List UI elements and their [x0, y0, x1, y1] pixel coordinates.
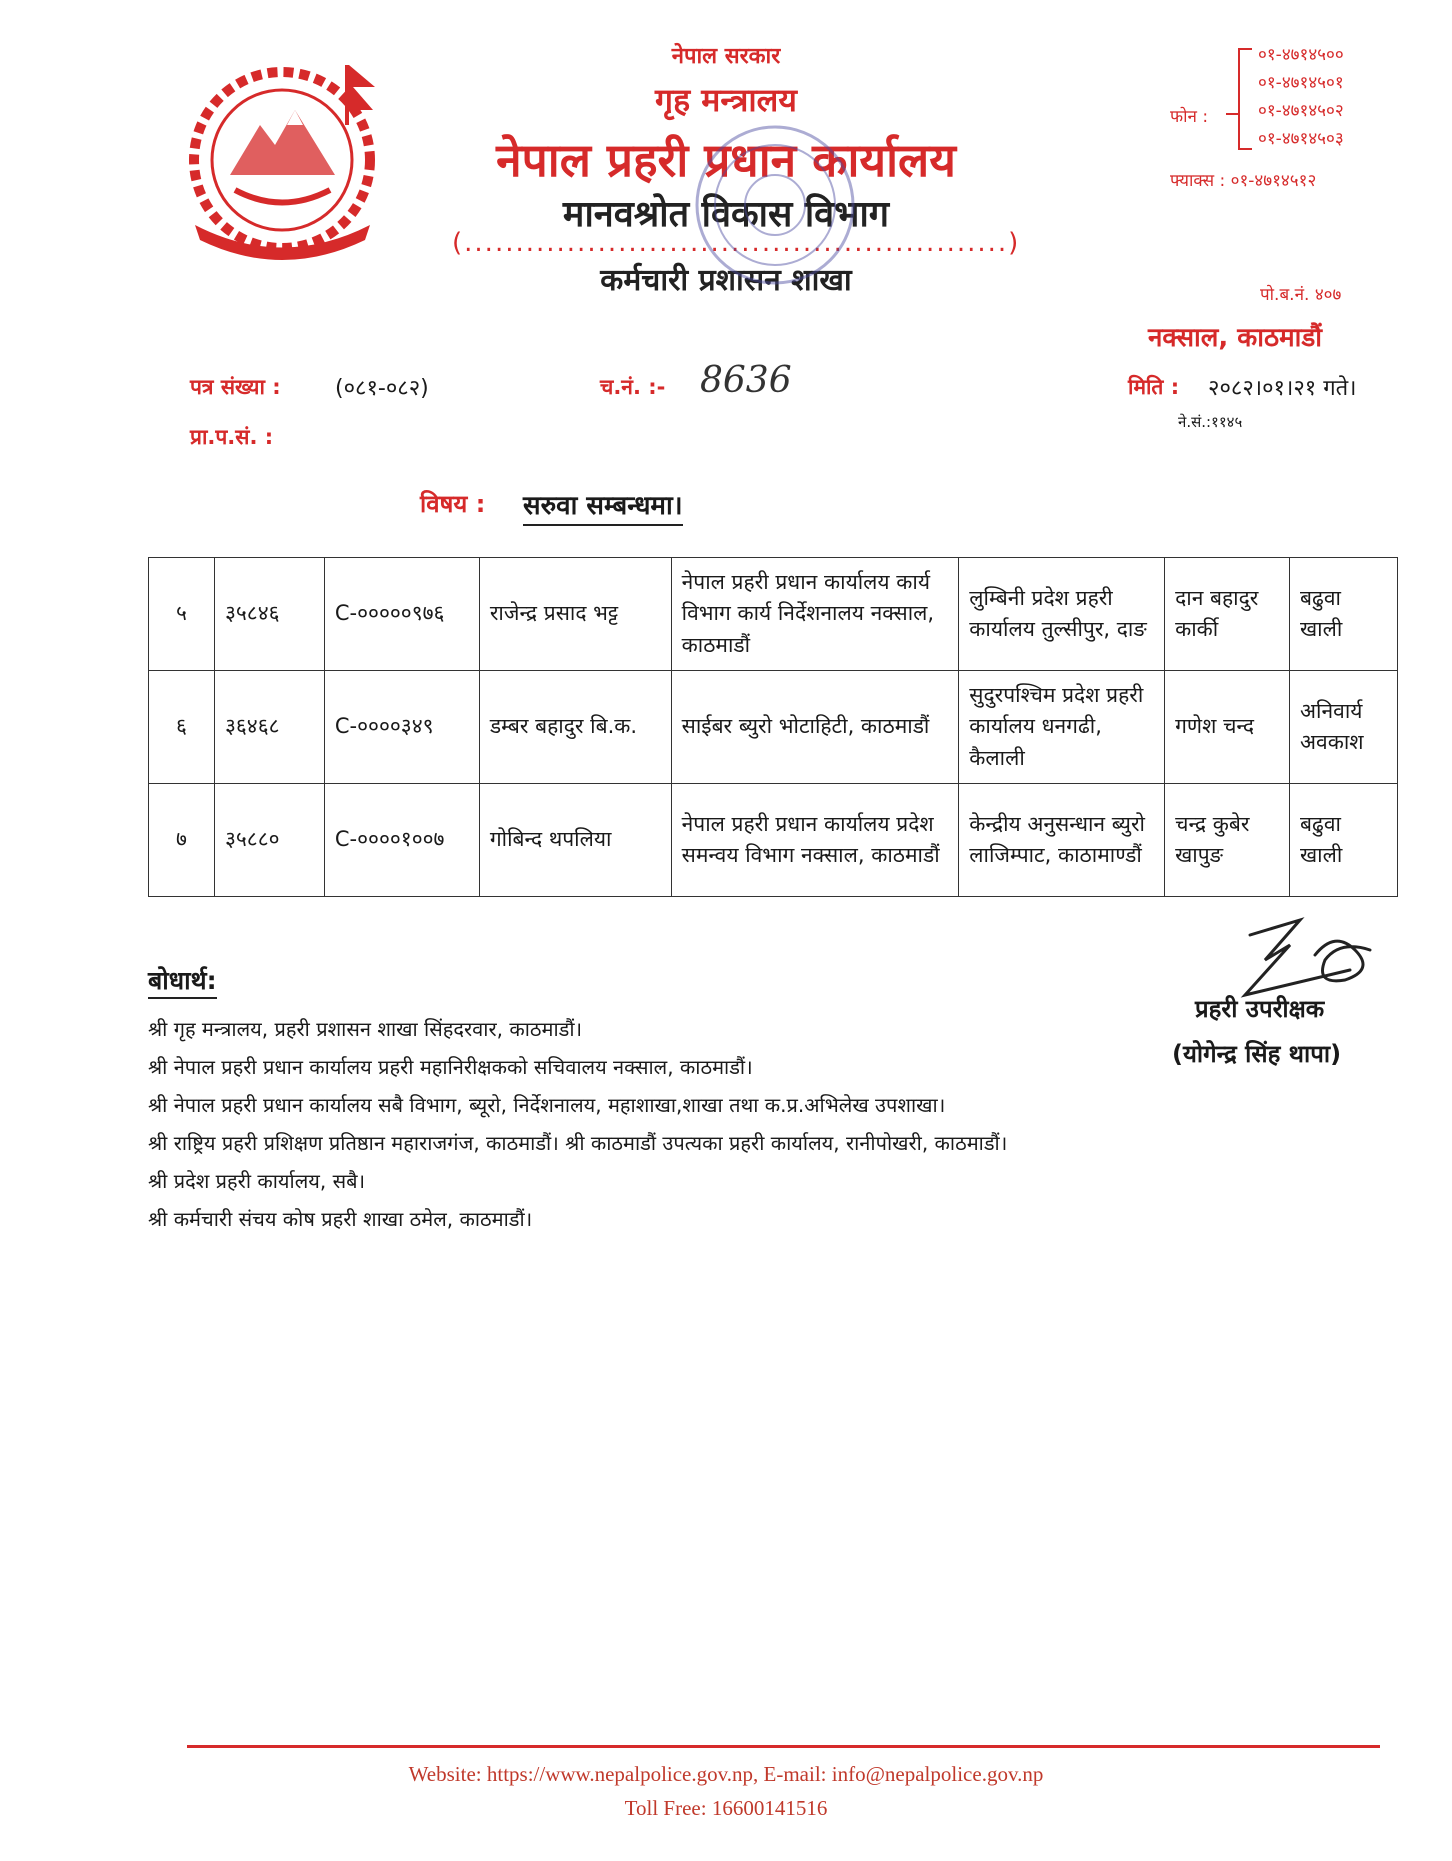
- cell-to-office: केन्द्रीय अनुसन्धान ब्युरो लाजिम्पाट, काठामाण्डौं: [959, 784, 1165, 897]
- government-label: नेपाल सरकार: [671, 44, 781, 69]
- cell-name: राजेन्द्र प्रसाद भट्ट: [479, 558, 671, 671]
- list-item: श्री नेपाल प्रहरी प्रधान कार्यालय सबै विभाग, ब्यूरो, निर्देशनालय, महाशाखा,शाखा तथा क.प्र.अभिलेख उपशाखा।: [148, 1093, 946, 1117]
- cc-title: बोधार्थ:: [148, 963, 217, 999]
- list-item: श्री राष्ट्रिय प्रहरी प्रशिक्षण प्रतिष्ठान महाराजगंज, काठमाडौं। श्री काठमाडौं उपत्यका प्रहरी कार्यालय, रानीपोखरी, काठमाडौं।: [148, 1131, 1008, 1155]
- cell-replacement: गणेश चन्द: [1165, 671, 1290, 784]
- cell-from-office: नेपाल प्रहरी प्रधान कार्यालय कार्य विभाग कार्य निर्देशनालय नक्साल, काठमाडौं: [671, 558, 959, 671]
- table-row: [149, 784, 1398, 897]
- transfer-table: [148, 557, 1398, 897]
- cell-reason: बढुवा खाली: [1290, 784, 1398, 897]
- phone-number: ०१-४७१४५०२: [1258, 101, 1344, 121]
- letter-number-label: पत्र संख्या :: [190, 375, 281, 399]
- office-name: नेपाल प्रहरी प्रधान कार्यालय: [496, 133, 956, 187]
- cell-replacement: दान बहादुर कार्की: [1165, 558, 1290, 671]
- department-name: मानवश्रोत विकास विभाग: [562, 194, 890, 235]
- cell-number: ३६४६८: [214, 671, 324, 784]
- footer-toll-free: Toll Free: 16600141516: [624, 1796, 828, 1820]
- letter-number-value: (०८१-०८२): [335, 376, 429, 401]
- cell-name: गोबिन्द थपलिया: [479, 784, 671, 897]
- phone-bracket: [1238, 48, 1252, 150]
- cell-to-office: सुदुरपश्चिम प्रदेश प्रहरी कार्यालय धनगढी, कैलाली: [959, 671, 1165, 784]
- cell-name: डम्बर बहादुर बि.क.: [479, 671, 671, 784]
- list-item: श्री गृह मन्त्रालय, प्रहरी प्रशासन शाखा सिंहदरवार, काठमाडौं।: [148, 1017, 583, 1041]
- cell-code: C-००००३४९: [324, 671, 479, 784]
- phone-number: ०१-४७१४५००: [1258, 45, 1344, 65]
- cell-code: C-००००१००७: [324, 784, 479, 897]
- cell-serial: ७: [149, 784, 215, 897]
- ministry-name: गृह मन्त्रालय: [655, 81, 797, 119]
- subject-label: विषय :: [420, 490, 486, 518]
- cell-to-office: लुम्बिनी प्रदेश प्रहरी कार्यालय तुल्सीपुर, दाङ: [959, 558, 1165, 671]
- cc-list: [148, 1010, 1007, 1238]
- subject-value: सरुवा सम्बन्धमा।: [523, 486, 683, 526]
- dotted-placeholder: (.....................................................): [452, 228, 1021, 258]
- cell-number: ३५८४६: [214, 558, 324, 671]
- footer-website-email: Website: https://www.nepalpolice.gov.np, E-mail: info@nepalpolice.gov.np: [408, 1762, 1044, 1786]
- cell-reason: बढुवा खाली: [1290, 558, 1398, 671]
- fax-number: फ्याक्स : ०१-४७१४५१२: [1170, 171, 1317, 191]
- phone-number: ०१-४७१४५०३: [1258, 129, 1344, 149]
- list-item: श्री प्रदेश प्रहरी कार्यालय, सबै।: [148, 1169, 366, 1193]
- phone-bracket-tick: [1226, 113, 1238, 115]
- cell-reason: अनिवार्य अवकाश: [1290, 671, 1398, 784]
- cell-number: ३५८८०: [214, 784, 324, 897]
- phone-number: ०१-४७१४५०१: [1258, 73, 1344, 93]
- list-item: श्री नेपाल प्रहरी प्रधान कार्यालय प्रहरी महानिरीक्षकको सचिवालय नक्साल, काठमाडौं।: [148, 1055, 753, 1079]
- table-row: [149, 558, 1398, 671]
- cell-replacement: चन्द्र कुबेर खापुङ: [1165, 784, 1290, 897]
- nepal-sambat-date: ने.सं.:११४५: [1178, 413, 1243, 431]
- dispatch-number-value: 8636: [700, 360, 792, 401]
- cell-serial: ६: [149, 671, 215, 784]
- office-seal-stamp-icon: [690, 120, 860, 290]
- office-address: नक्साल, काठमाडौं: [1148, 323, 1323, 353]
- signatory-name: (योगेन्द्र सिंह थापा): [1172, 1040, 1342, 1068]
- phone-label: फोन :: [1170, 107, 1209, 127]
- list-item: श्री कर्मचारी संचय कोष प्रहरी शाखा ठमेल, काठमाडौं।: [148, 1207, 533, 1231]
- po-box: पो.ब.नं. ४०७: [1260, 285, 1342, 305]
- cell-from-office: साईबर ब्युरो भोटाहिटी, काठमाडौं: [671, 671, 959, 784]
- table-row: [149, 671, 1398, 784]
- cell-from-office: नेपाल प्रहरी प्रधान कार्यालय प्रदेश समन्वय विभाग नक्साल, काठमाडौं: [671, 784, 959, 897]
- cell-code: C-०००००९७६: [324, 558, 479, 671]
- branch-name: कर्मचारी प्रशासन शाखा: [600, 263, 852, 298]
- dispatch-number-label: च.नं. :-: [600, 375, 666, 399]
- cell-serial: ५: [149, 558, 215, 671]
- signatory-title: प्रहरी उपरीक्षक: [1195, 995, 1325, 1023]
- date-label: मिति :: [1128, 375, 1180, 399]
- date-value: २०८२।०१।२१ गते।: [1208, 376, 1357, 401]
- prps-label: प्रा.प.सं. :: [190, 425, 274, 449]
- footer-divider: [187, 1745, 1380, 1748]
